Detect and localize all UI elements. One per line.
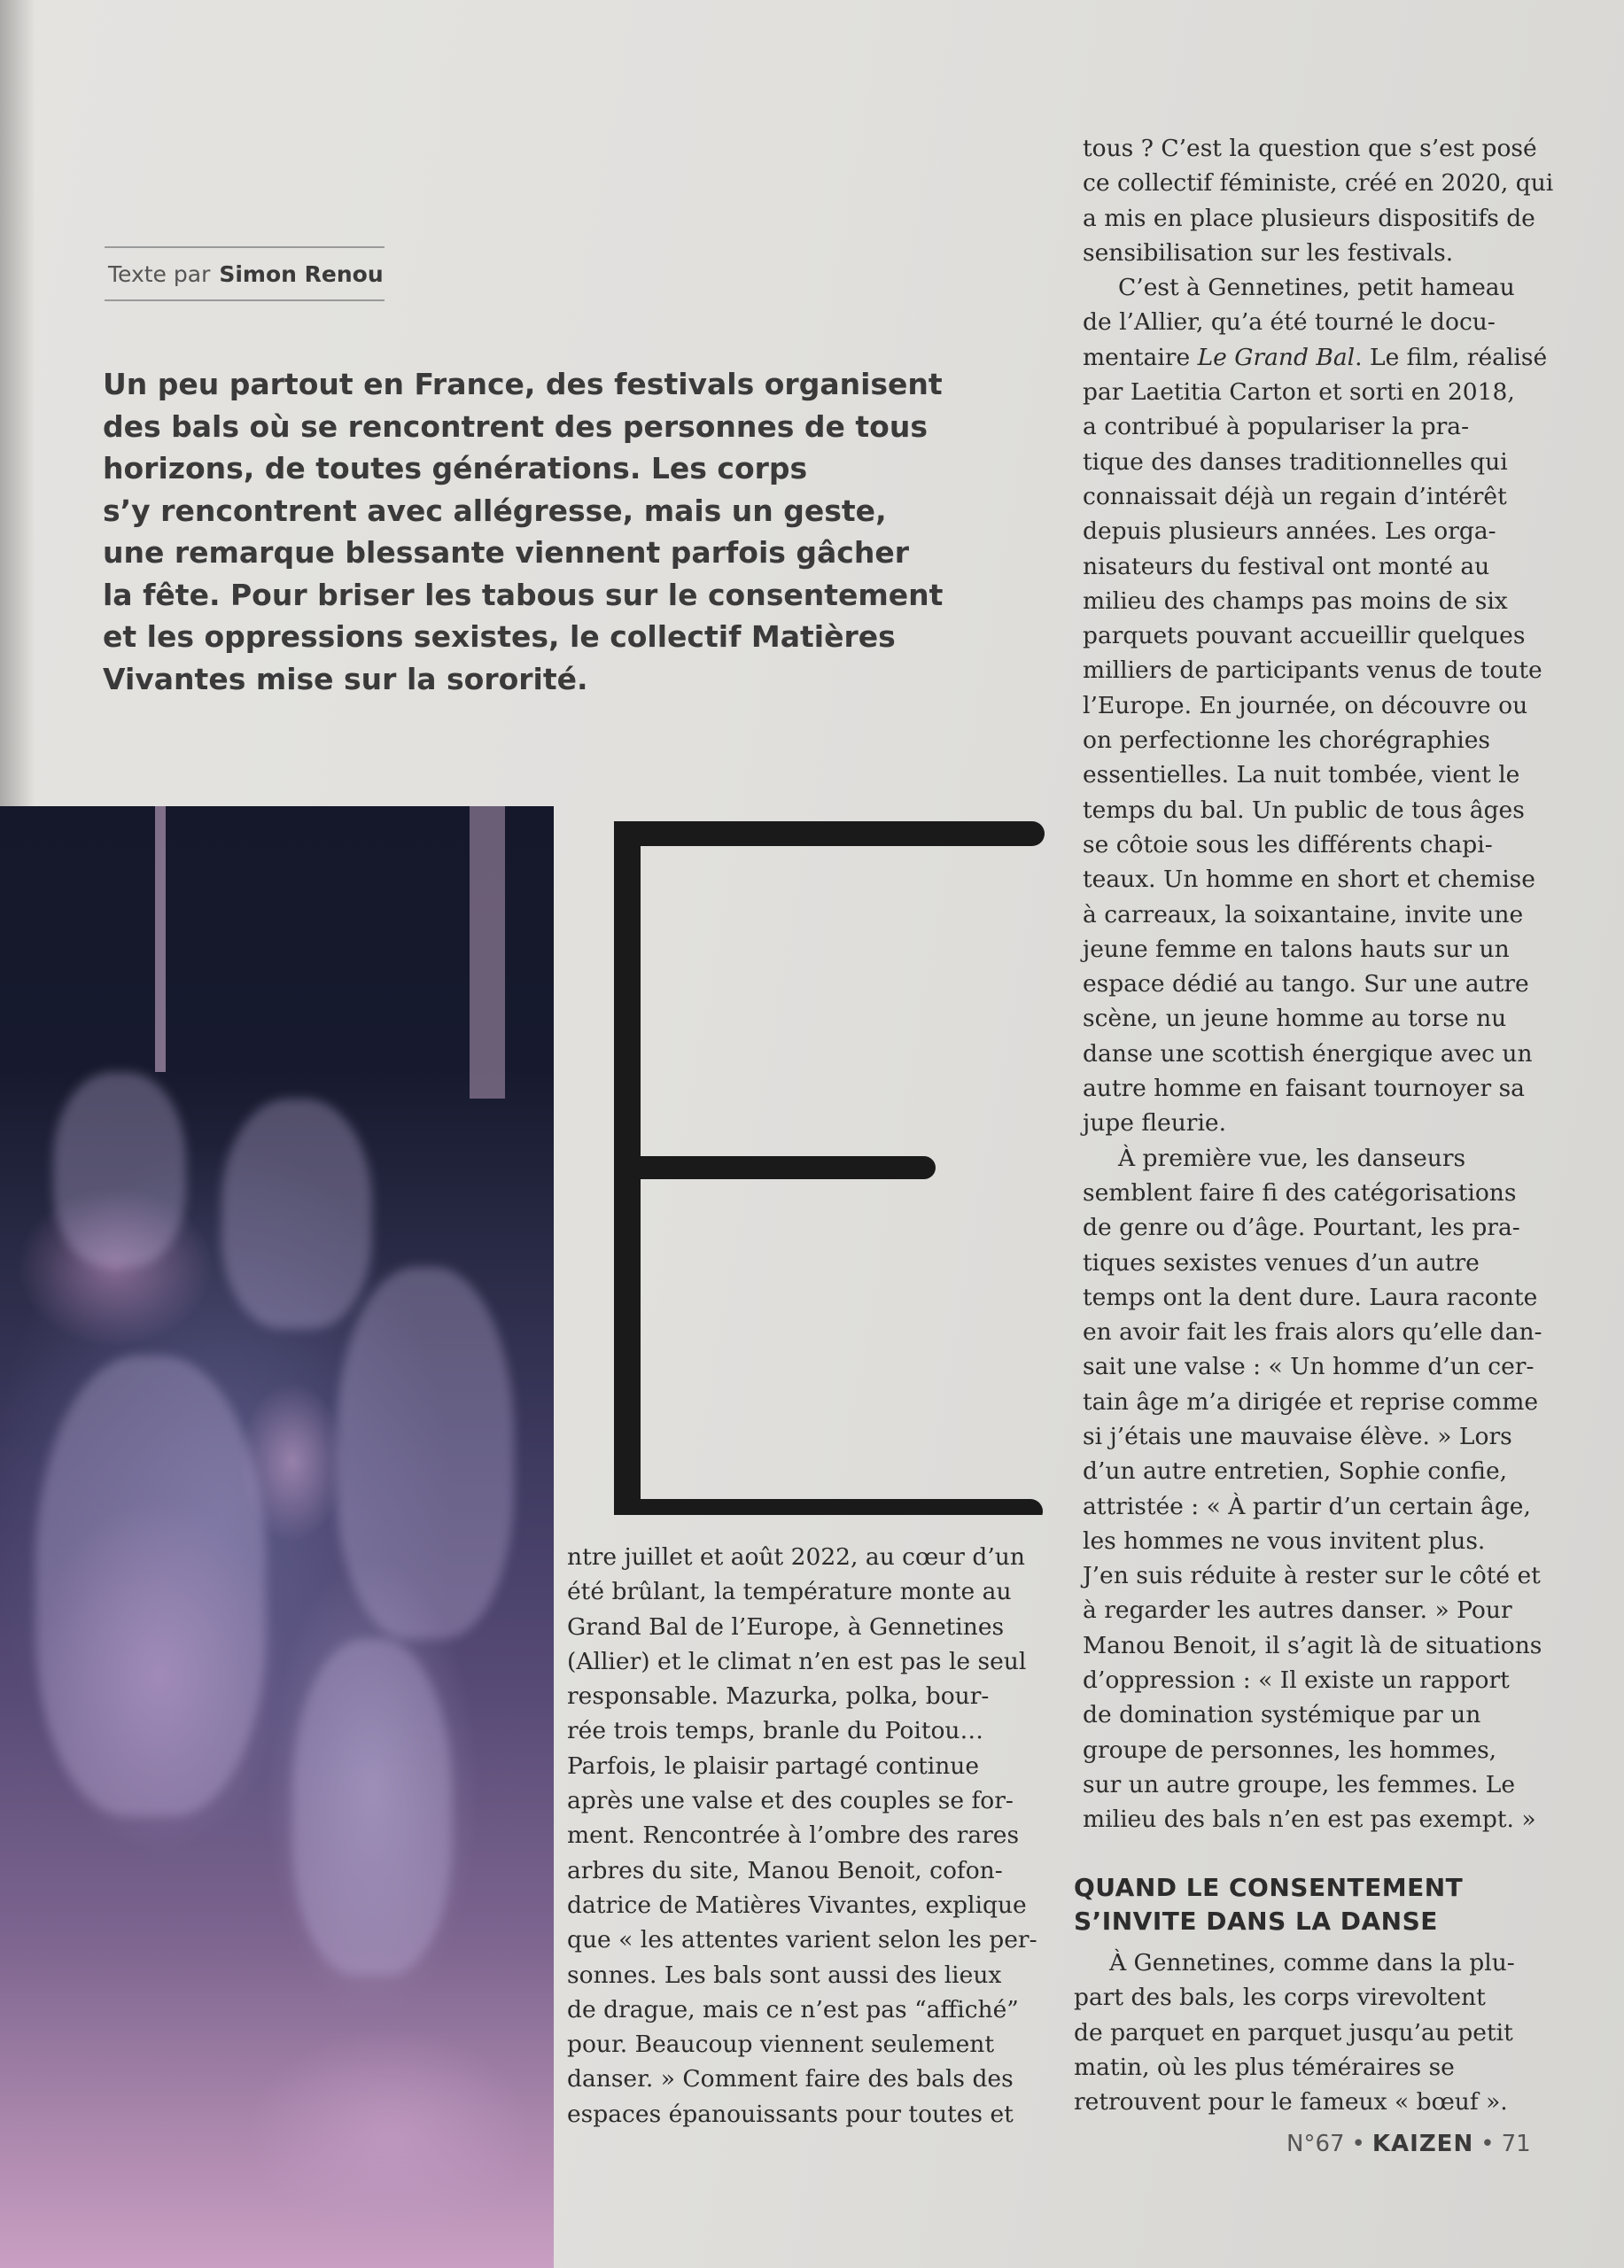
issue-number: N°67	[1286, 2131, 1345, 2157]
footer-separator: •	[1351, 2131, 1365, 2157]
text-line: À première vue, les danseurs	[1118, 1144, 1466, 1172]
text-line: datrice de Matières Vivantes, explique	[567, 1891, 1027, 1919]
text-line: teaux. Un homme en short et chemise	[1083, 866, 1535, 894]
dance-photo	[0, 806, 554, 2268]
text-line: ntre juillet et août 2022, au cœur d’un	[567, 1543, 1025, 1571]
text-line: rée trois temps, branle du Poitou…	[567, 1717, 983, 1745]
text-line: de genre ou d’âge. Pourtant, les pra-	[1083, 1214, 1520, 1242]
article-column-3	[1074, 1946, 1552, 2119]
lead-line: horizons, de toutes générations. Les corps	[103, 451, 808, 485]
text-line: Parfois, le plaisir partagé continue	[567, 1751, 980, 1780]
text-line: retrouvent pour le fameux « bœuf ».	[1074, 2088, 1508, 2117]
byline-prefix: Texte par	[108, 260, 211, 287]
text-line: pour. Beaucoup viennent seulement	[567, 2031, 994, 2059]
text-line: groupe de personnes, les hommes,	[1083, 1736, 1497, 1764]
text-line: que « les attentes varient selon les per-	[567, 1926, 1037, 1954]
text-line: À Gennetines, comme dans la plu-	[1109, 1949, 1515, 1977]
text-line: arbres du site, Manou Benoit, cofon-	[567, 1856, 1003, 1884]
lead-line: des bals où se rencontrent des personnes de tous	[103, 408, 928, 444]
lead-line: et les oppressions sexistes, le collectif Matières	[103, 619, 896, 654]
text-line: a mis en place plusieurs dispositifs de	[1083, 204, 1535, 232]
text-line: de domination systémique par un	[1083, 1701, 1481, 1729]
lead-line: une remarque blessante viennent parfois gâcher	[103, 535, 909, 570]
text-line: autre homme en faisant tournoyer sa	[1083, 1075, 1525, 1103]
text-line: de drague, mais ce n’est pas “affiché”	[567, 1995, 1019, 2023]
drop-cap-letter	[580, 811, 1050, 1515]
page-footer	[1286, 2131, 1531, 2157]
blurred-dancer	[292, 1639, 452, 1976]
lead-line: Un peu partout en France, des festivals organisent	[103, 367, 943, 401]
text-line: a contribué à populariser la pra-	[1083, 413, 1470, 441]
text-line: été brûlant, la température monte au	[567, 1578, 1012, 1606]
text-line: en avoir fait les frais alors qu’elle dan-	[1083, 1318, 1542, 1347]
lead-line: la fête. Pour briser les tabous sur le consentement	[103, 577, 944, 612]
text-line: matin, où les plus téméraires se	[1074, 2053, 1455, 2081]
text-line: sait une valse : « Un homme d’un cer-	[1083, 1353, 1535, 1381]
text-line: parquets pouvant accueillir quelques	[1083, 622, 1526, 650]
text-line: temps du bal. Un public de tous âges	[1083, 796, 1525, 824]
text-line: d’oppression : « Il existe un rapport	[1083, 1666, 1510, 1695]
text-line: scène, un jeune homme au torse nu	[1083, 1005, 1507, 1033]
text-line: tiques sexistes venues d’un autre	[1083, 1248, 1480, 1277]
text-line: nisateurs du festival ont monté au	[1083, 552, 1490, 580]
text-line: espaces épanouissants pour toutes et	[567, 2100, 1014, 2128]
lead-line: Vivantes mise sur la sororité.	[103, 661, 588, 696]
photo-light-beam	[155, 806, 166, 1072]
lead-line: s’y rencontrent avec allégresse, mais un geste,	[103, 493, 887, 528]
text-line: par Laetitia Carton et sorti en 2018,	[1083, 378, 1515, 407]
text-line: l’Europe. En journée, on découvre ou	[1083, 691, 1528, 719]
text-line: connaissait déjà un regain d’intérêt	[1083, 482, 1507, 510]
text-line: on perfectionne les chorégraphies	[1083, 726, 1491, 755]
text-line: Manou Benoit, il s’agit là de situations	[1083, 1631, 1542, 1659]
text-line: (Allier) et le climat n’en est pas le seul	[567, 1647, 1027, 1675]
lead-paragraph	[103, 363, 944, 700]
magazine-name: KAIZEN	[1371, 2131, 1474, 2157]
article-column-1	[567, 1540, 1041, 2132]
blurred-dancer	[337, 1267, 514, 1639]
byline	[105, 246, 385, 301]
text-line: jeune femme en talons hauts sur un	[1083, 935, 1510, 963]
subheading-line: S’INVITE DANS LA DANSE	[1074, 1907, 1438, 1936]
text-line: milliers de participants venus de toute	[1083, 656, 1542, 685]
text-line: espace dédié au tango. Sur une autre	[1083, 970, 1529, 998]
text-line: milieu des champs pas moins de six	[1083, 586, 1508, 615]
text-line: sonnes. Les bals sont aussi des lieux	[567, 1961, 1002, 1989]
text-line: essentielles. La nuit tombée, vient le	[1083, 761, 1520, 789]
blurred-dancer	[53, 1072, 186, 1267]
text-line: attristée : « À partir d’un certain âge,	[1083, 1492, 1531, 1520]
page-number: 71	[1501, 2131, 1531, 2157]
text-line: tique des danses traditionnelles qui	[1083, 447, 1508, 476]
section-subheading	[1074, 1871, 1535, 1938]
text-line: mentaire Le Grand Bal. Le film, réalisé	[1083, 343, 1548, 371]
text-line: temps ont la dent dure. Laura raconte	[1083, 1283, 1538, 1311]
blurred-dancer	[221, 1099, 372, 1329]
text-line: après une valse et des couples se for-	[567, 1787, 1014, 1815]
text-line: à regarder les autres danser. » Pour	[1083, 1596, 1512, 1625]
text-line: se côtoie sous les différents chapi-	[1083, 830, 1493, 858]
text-line: les hommes ne vous invitent plus.	[1083, 1526, 1486, 1555]
text-line: danse une scottish énergique avec un	[1083, 1039, 1533, 1068]
footer-separator: •	[1480, 2131, 1495, 2157]
text-line: d’un autre entretien, Sophie confie,	[1083, 1457, 1508, 1486]
text-line: C’est à Gennetines, petit hameau	[1118, 274, 1515, 302]
text-line: jupe fleurie.	[1083, 1109, 1227, 1138]
text-line: part des bals, les corps virevoltent	[1074, 1984, 1486, 2012]
text-line: J’en suis réduite à rester sur le côté et	[1083, 1562, 1541, 1590]
text-line: ment. Rencontrée à l’ombre des rares	[567, 1821, 1020, 1850]
blurred-dancer	[35, 1355, 266, 1816]
text-line: semblent faire fi des catégorisations	[1083, 1178, 1517, 1207]
text-line: depuis plusieurs années. Les orga-	[1083, 517, 1496, 546]
text-line: ce collectif féministe, créé en 2020, qui	[1083, 169, 1554, 198]
article-column-2	[1083, 131, 1554, 1837]
text-line: tous ? C’est la question que s’est posé	[1083, 135, 1537, 162]
text-line: danser. » Comment faire des bals des	[567, 2065, 1014, 2093]
text-line: tain âge m’a dirigée et reprise comme	[1083, 1387, 1539, 1416]
text-line: si j’étais une mauvaise élève. » Lors	[1083, 1422, 1512, 1450]
text-line: sensibilisation sur les festivals.	[1083, 238, 1454, 267]
text-line: sur un autre groupe, les femmes. Le	[1083, 1770, 1516, 1798]
text-line: milieu des bals n’en est pas exempt. »	[1083, 1806, 1536, 1834]
text-line: de parquet en parquet jusqu’au petit	[1074, 2018, 1513, 2047]
photo-tent-pole	[470, 806, 505, 1099]
text-line: responsable. Mazurka, polka, bour-	[567, 1682, 990, 1711]
byline-author: Simon Renou	[219, 260, 384, 287]
text-line: à carreaux, la soixantaine, invite une	[1083, 900, 1524, 928]
text-line: Grand Bal de l’Europe, à Gennetines	[567, 1612, 1005, 1641]
subheading-line: QUAND LE CONSENTEMENT	[1074, 1873, 1464, 1902]
text-line: de l’Allier, qu’a été tourné le docu-	[1083, 308, 1496, 337]
